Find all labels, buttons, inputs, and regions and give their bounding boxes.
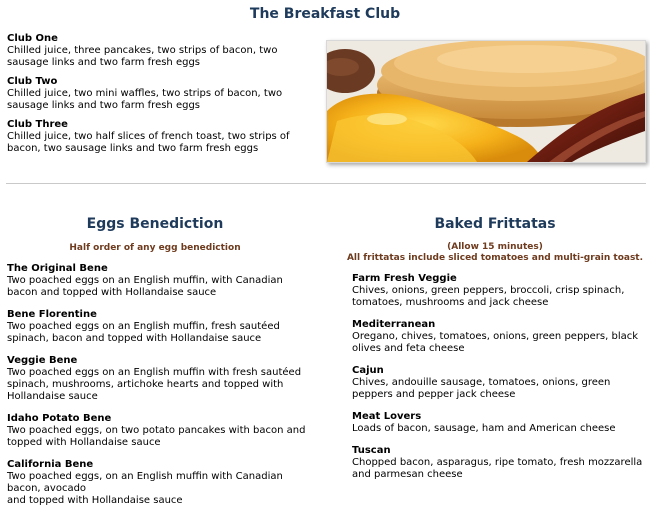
eggs-benediction-list [7, 263, 307, 507]
list-item [7, 309, 307, 345]
item-description: Chilled juice, three pancakes, two strips of bacon, two sausage links and two farm fresh eggs [7, 45, 278, 68]
baked-frittatas-title: Baked Frittatas [434, 216, 556, 232]
list-item [7, 76, 317, 112]
list-item [7, 459, 307, 507]
item-description: Oregano, chives, tomatoes, onions, green peppers, black olives and feta cheese [352, 331, 639, 354]
list-item [7, 33, 317, 69]
list-item [7, 413, 307, 449]
frittatas-sides-note: All frittatas include sliced tomatoes and multi-grain toast. [346, 253, 644, 263]
item-name: Mediterranean [352, 319, 436, 330]
eggs-benediction-title: Eggs Benediction [86, 216, 224, 232]
item-name: California Bene [7, 459, 94, 470]
item-name: Club Three [7, 119, 68, 130]
item-description: Loads of bacon, sausage, ham and American cheese [352, 423, 616, 434]
list-item [352, 411, 648, 435]
eggs-benediction-note: Half order of any egg benediction [69, 243, 241, 253]
item-name: Farm Fresh Veggie [352, 273, 457, 284]
list-item [7, 119, 317, 155]
list-item [352, 445, 648, 481]
breakfast-photo [326, 40, 646, 163]
item-name: Club Two [7, 76, 58, 87]
item-description: Two poached eggs, on an English muffin with Canadian bacon, avocado and topped with Hollandaise sauce [7, 471, 283, 506]
section-divider [6, 183, 646, 184]
list-item [352, 273, 648, 309]
item-name: Bene Florentine [7, 309, 97, 320]
item-description: Two poached eggs on an English muffin with fresh sautéed spinach, mushrooms, artichoke hearts and topped with Hollandaise sauce [7, 367, 302, 402]
item-name: The Original Bene [7, 263, 108, 274]
list-item [7, 263, 307, 299]
item-description: Chives, andouille sausage, tomatoes, onions, green peppers and pepper jack cheese [352, 377, 611, 400]
item-description: Two poached eggs on an English muffin, fresh sautéed spinach, bacon and topped with Hollandaise sauce [7, 321, 280, 344]
item-name: Tuscan [352, 445, 391, 456]
item-name: Club One [7, 33, 58, 44]
item-name: Meat Lovers [352, 411, 422, 422]
item-description: Chilled juice, two half slices of french toast, two strips of bacon, two sausage links and two farm fresh eggs [7, 131, 290, 154]
list-item [7, 355, 307, 403]
list-item [352, 319, 648, 355]
item-description: Chopped bacon, asparagus, ripe tomato, fresh mozzarella and parmesan cheese [352, 457, 643, 480]
item-name: Cajun [352, 365, 384, 376]
item-description: Two poached eggs on an English muffin, with Canadian bacon and topped with Hollandaise sauce [7, 275, 283, 298]
item-description: Two poached eggs, on two potato pancakes with bacon and topped with Hollandaise sauce [7, 425, 306, 448]
item-name: Idaho Potato Bene [7, 413, 112, 424]
breakfast-plate-illustration [327, 41, 645, 162]
item-description: Chilled juice, two mini waffles, two strips of bacon, two sausage links and two farm fresh eggs [7, 88, 283, 111]
item-name: Veggie Bene [7, 355, 78, 366]
item-description: Chives, onions, green peppers, broccoli, crisp spinach, tomatoes, mushrooms and jack cheese [352, 285, 625, 308]
baked-frittatas-list [352, 273, 648, 481]
list-item [352, 365, 648, 401]
frittatas-time-note: (Allow 15 minutes) [447, 242, 543, 252]
breakfast-club-title: The Breakfast Club [249, 6, 401, 22]
breakfast-club-list [7, 33, 317, 162]
